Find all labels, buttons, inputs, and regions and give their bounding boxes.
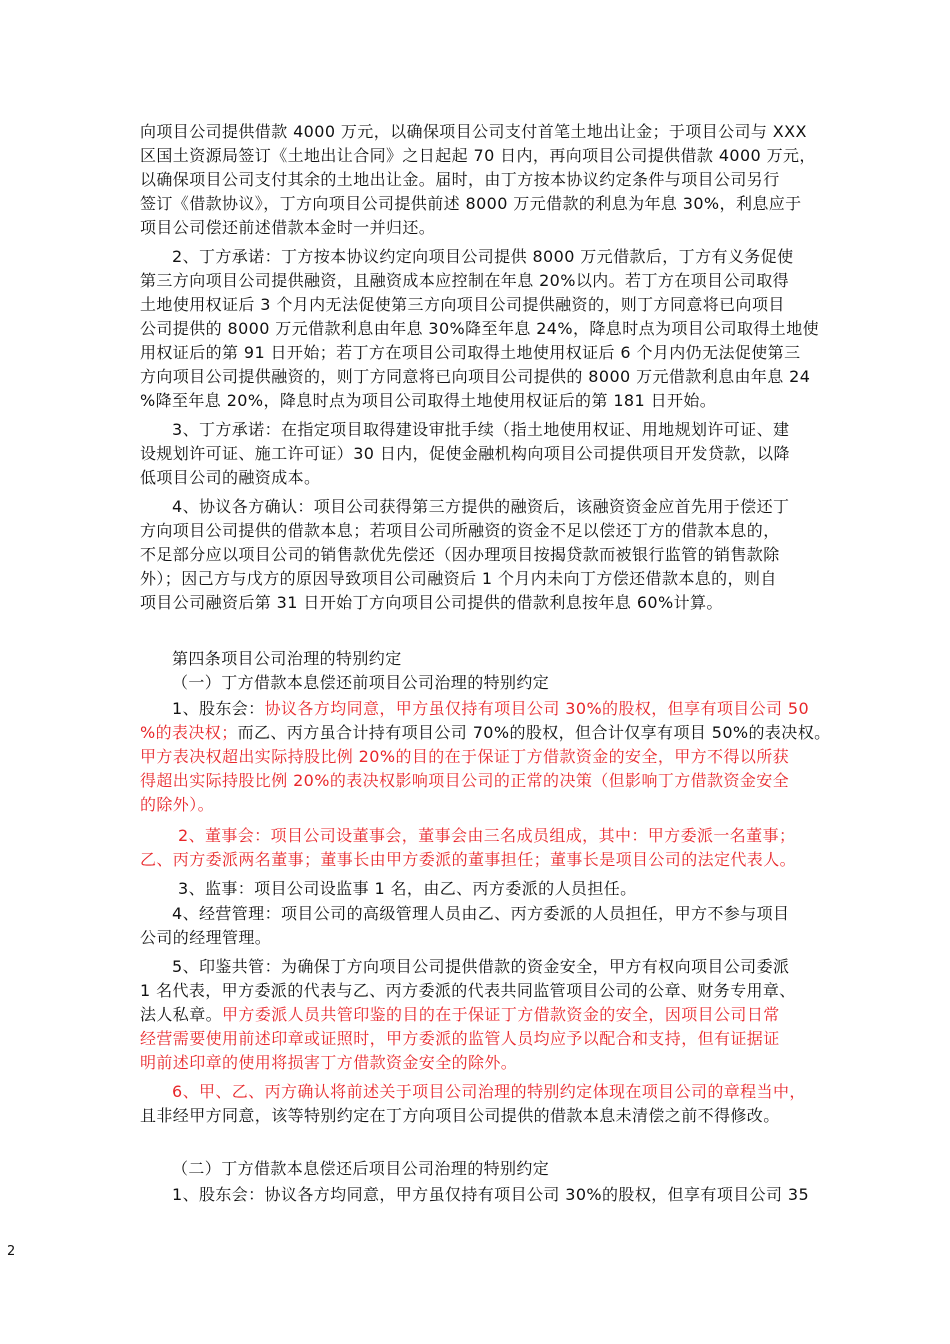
highlighted-text: 6、甲、乙、丙方确认将前述关于项目公司治理的特别约定体现在项目公司的章程当中， [172, 1082, 806, 1101]
text-line [140, 466, 320, 490]
text-segment: 第四条项目公司治理的特别约定 [172, 649, 402, 668]
text-segment: 方向项目公司提供融资的，则丁方同意将已向项目公司提供的 8000 万元借款利息由年息 24 [140, 367, 811, 386]
text-line [172, 1183, 809, 1207]
text-segment: 而乙、丙方虽合计持有项目公司 70%的股权，但合计仅享有项目 50%的表决权。 [237, 723, 831, 742]
text-line [140, 341, 800, 365]
text-line [140, 721, 831, 745]
text-line [140, 926, 271, 950]
text-line [140, 293, 785, 317]
text-segment: 法人私章。 [140, 1005, 223, 1024]
text-segment: 1、股东会：协议各方均同意，甲方虽仅持有项目公司 30%的股权，但享有项目公司 35 [172, 1185, 810, 1204]
highlighted-text: 得超出实际持股比例 20%的表决权影响项目公司的正常的决策（但影响丁方借款资金安全 [140, 771, 790, 790]
text-line [140, 1027, 780, 1051]
text-segment: 不足部分应以项目公司的销售款优先偿还（因办理项目按揭贷款而被银行监管的销售款除 [140, 545, 780, 564]
text-line [140, 848, 796, 872]
text-segment: 公司提供的 8000 万元借款利息由年息 30%降至年息 24%，降息时点为项目公司取得土地使 [140, 319, 819, 338]
text-line [178, 824, 795, 848]
text-line [140, 1051, 517, 1075]
text-line [140, 745, 789, 769]
text-line [140, 769, 789, 793]
text-line [172, 245, 793, 269]
text-line [172, 647, 402, 671]
text-segment: 低项目公司的融资成本。 [140, 468, 321, 487]
text-line [172, 1157, 549, 1181]
text-line [172, 955, 789, 979]
text-segment: 4、经营管理：项目公司的高级管理人员由乙、丙方委派的人员担任，甲方不参与项目 [172, 904, 790, 923]
text-line [172, 671, 549, 695]
highlighted-text: 乙、丙方委派两名董事；董事长由甲方委派的董事担任；董事长是项目公司的法定代表人。 [140, 850, 797, 869]
text-line [140, 1104, 780, 1128]
text-line [140, 519, 780, 543]
text-segment: （二）丁方借款本息偿还后项目公司治理的特别约定 [172, 1159, 550, 1178]
text-segment: 3、监事：项目公司设监事 1 名，由乙、丙方委派的人员担任。 [178, 879, 637, 898]
text-line [172, 902, 789, 926]
highlighted-text: 经营需要使用前述印章或证照时，甲方委派的监管人员均应予以配合和支持，但有证据证 [140, 1029, 780, 1048]
text-segment: 1 名代表，甲方委派的代表与乙、丙方委派的代表共同监管项目公司的公章、财务专用章、 [140, 981, 796, 1000]
text-line [140, 120, 807, 144]
text-line [140, 216, 435, 240]
text-line [140, 389, 716, 413]
highlighted-text: 协议各方均同意，甲方虽仅持有项目公司 30%的股权，但享有项目公司 50 [264, 699, 810, 718]
text-segment: 且非经甲方同意，该等特别约定在丁方向项目公司提供的借款本息未清偿之前不得修改。 [140, 1106, 780, 1125]
text-line [140, 269, 789, 293]
text-line [172, 495, 789, 519]
text-segment: 设规划许可证、施工许可证）30 日内，促使金融机构向项目公司提供项目开发贷款，以降 [140, 444, 790, 463]
text-segment: 公司的经理管理。 [140, 928, 272, 947]
text-line [172, 1080, 806, 1104]
page-number: 2 [7, 1244, 16, 1259]
text-segment: 用权证后的第 91 日开始；若丁方在项目公司取得土地使用权证后 6 个月内仍无法促使第三 [140, 343, 801, 362]
text-segment: 1、股东会： [172, 699, 265, 718]
text-line [140, 793, 214, 817]
text-segment: 5、印鉴共管：为确保丁方向项目公司提供借款的资金安全，甲方有权向项目公司委派 [172, 957, 790, 976]
text-segment: 以确保项目公司支付其余的土地出让金。届时，由丁方按本协议约定条件与项目公司另行 [140, 170, 780, 189]
text-line [178, 877, 637, 901]
highlighted-text: %的表决权； [140, 723, 238, 742]
text-line [140, 442, 790, 466]
text-line [140, 365, 810, 389]
text-line [172, 418, 789, 442]
text-segment: 3、丁方承诺：在指定项目取得建设审批手续（指土地使用权证、用地规划许可证、建 [172, 420, 790, 439]
text-line [140, 543, 780, 567]
text-line [140, 567, 777, 591]
text-segment: 第三方向项目公司提供融资，且融资成本应控制在年息 20%以内。若丁方在项目公司取得 [140, 271, 790, 290]
text-line [140, 168, 780, 192]
highlighted-text: 的除外）。 [140, 795, 215, 814]
highlighted-text: 甲方表决权超出实际持股比例 20%的目的在于保证丁方借款资金的安全，甲方不得以所获 [140, 747, 790, 766]
text-segment: 签订《借款协议》，丁方向项目公司提供前述 8000 万元借款的利息为年息 30%，利息应于 [140, 194, 802, 213]
highlighted-text: 明前述印章的使用将损害丁方借款资金安全的除外。 [140, 1053, 518, 1072]
text-line [140, 1003, 780, 1027]
text-segment: 方向项目公司提供的借款本息；若项目公司所融资的资金不足以偿还丁方的借款本息的， [140, 521, 780, 540]
text-segment: 2、丁方承诺：丁方按本协议约定向项目公司提供 8000 万元借款后，丁方有义务促使 [172, 247, 794, 266]
text-segment: 向项目公司提供借款 4000 万元，以确保项目公司支付首笔土地出让金；于项目公司与 XXX [140, 122, 807, 141]
text-segment: 4、协议各方确认：项目公司获得第三方提供的融资后，该融资资金应首先用于偿还丁 [172, 497, 790, 516]
highlighted-text: 2、董事会：项目公司设董事会，董事会由三名成员组成，其中：甲方委派一名董事； [178, 826, 796, 845]
text-segment: 外）；因己方与戊方的原因导致项目公司融资后 1 个月内未向丁方偿还借款本息的，则自 [140, 569, 777, 588]
text-segment: 土地使用权证后 3 个月内无法促使第三方向项目公司提供融资的，则丁方同意将已向项目 [140, 295, 785, 314]
highlighted-text: 甲方委派人员共管印鉴的目的在于保证丁方借款资金的安全，因项目公司日常 [222, 1005, 780, 1024]
text-segment: 区国土资源局签订《土地出让合同》之日起起 70 日内，再向项目公司提供借款 4000 万元， [140, 146, 816, 165]
text-segment: 项目公司融资后第 31 日开始丁方向项目公司提供的借款利息按年息 60%计算。 [140, 593, 723, 612]
text-line [140, 192, 802, 216]
text-line [172, 697, 809, 721]
text-line [140, 317, 819, 341]
text-segment: 项目公司偿还前述借款本金时一并归还。 [140, 218, 436, 237]
text-segment: %降至年息 20%，降息时点为项目公司取得土地使用权证后的第 181 日开始。 [140, 391, 717, 410]
text-line [140, 979, 796, 1003]
text-segment: （一）丁方借款本息偿还前项目公司治理的特别约定 [172, 673, 550, 692]
text-line [140, 591, 723, 615]
text-line [140, 144, 816, 168]
